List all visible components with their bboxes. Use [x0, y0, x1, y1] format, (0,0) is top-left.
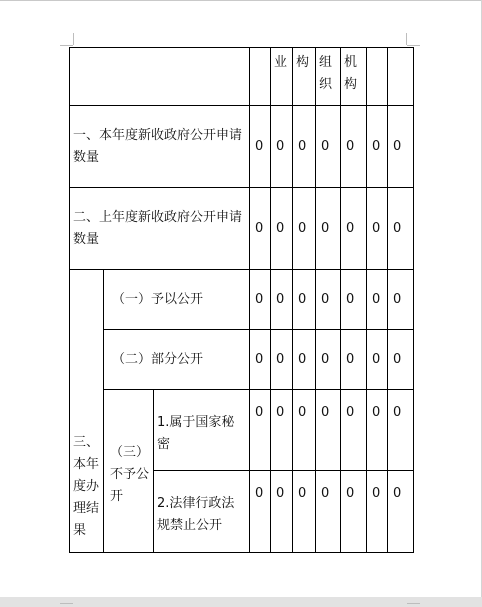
table-cell: 0	[367, 471, 388, 553]
row-label: （一）予以公开	[104, 270, 250, 330]
header-row	[70, 48, 414, 106]
table-cell: 0	[388, 188, 414, 270]
margin-mark-top-right-h	[407, 45, 420, 46]
table-row	[70, 330, 414, 390]
category-3-label: 三、本年度办理结果	[70, 270, 104, 553]
subcategory-3-label: （三）不予公开	[104, 390, 154, 553]
table-cell: 0	[367, 270, 388, 330]
table-cell: 0	[250, 270, 271, 330]
row-label: （二）部分公开	[104, 330, 250, 390]
table-cell: 0	[250, 390, 271, 471]
table-cell: 0	[367, 390, 388, 471]
table-cell: 0	[316, 471, 341, 553]
table-cell: 0	[341, 270, 367, 330]
table-cell: 0	[388, 270, 414, 330]
table-cell: 0	[388, 330, 414, 390]
margin-mark-top-left-v	[73, 33, 74, 45]
row-label: 二、上年度新收政府公开申请数量	[70, 188, 250, 270]
table-cell: 0	[367, 330, 388, 390]
table-cell: 0	[293, 390, 316, 471]
table-cell: 0	[271, 390, 293, 471]
table-row	[70, 106, 414, 188]
header-col-6	[367, 48, 388, 106]
header-col-4: 组织	[316, 48, 341, 106]
table-cell: 0	[341, 471, 367, 553]
table-cell: 0	[388, 106, 414, 188]
header-col-7	[388, 48, 414, 106]
table-cell: 0	[341, 330, 367, 390]
margin-mark-bottom-left	[60, 603, 73, 604]
table-cell: 0	[367, 188, 388, 270]
window-top-border	[0, 0, 482, 1]
margin-mark-bottom-right	[407, 603, 420, 604]
table-cell: 0	[293, 188, 316, 270]
table-cell: 0	[271, 188, 293, 270]
table-cell: 0	[341, 106, 367, 188]
table-row	[70, 270, 414, 330]
table-cell: 0	[250, 471, 271, 553]
margin-mark-top-left-h	[60, 45, 73, 46]
table-cell: 0	[293, 106, 316, 188]
row-label: 一、本年度新收政府公开申请数量	[70, 106, 250, 188]
table-cell: 0	[316, 390, 341, 471]
header-col-3: 构	[293, 48, 316, 106]
table-cell: 0	[316, 270, 341, 330]
table-cell: 0	[250, 188, 271, 270]
table-cell: 0	[367, 106, 388, 188]
table-cell: 0	[293, 471, 316, 553]
table-cell: 0	[341, 390, 367, 471]
table-cell: 0	[293, 330, 316, 390]
table-cell: 0	[388, 471, 414, 553]
page-bottom-strip	[0, 597, 482, 607]
row-label: 2.法律行政法规禁止公开	[154, 471, 250, 553]
row-label: 1.属于国家秘密	[154, 390, 250, 471]
margin-mark-top-right-v	[406, 33, 407, 45]
table-cell: 0	[271, 270, 293, 330]
table-cell: 0	[293, 270, 316, 330]
table-cell: 0	[271, 106, 293, 188]
government-info-disclosure-table	[69, 47, 414, 553]
table-row	[70, 188, 414, 270]
table-cell: 0	[250, 330, 271, 390]
header-blank-cell	[70, 48, 250, 106]
table-cell: 0	[271, 330, 293, 390]
table-cell: 0	[388, 390, 414, 471]
table-cell: 0	[316, 106, 341, 188]
header-col-5: 机构	[341, 48, 367, 106]
table-cell: 0	[316, 330, 341, 390]
header-col-1	[250, 48, 271, 106]
header-col-2: 业	[271, 48, 293, 106]
table-cell: 0	[341, 188, 367, 270]
table-cell: 0	[250, 106, 271, 188]
table-cell: 0	[316, 188, 341, 270]
table-row	[70, 390, 414, 471]
table-cell: 0	[271, 471, 293, 553]
